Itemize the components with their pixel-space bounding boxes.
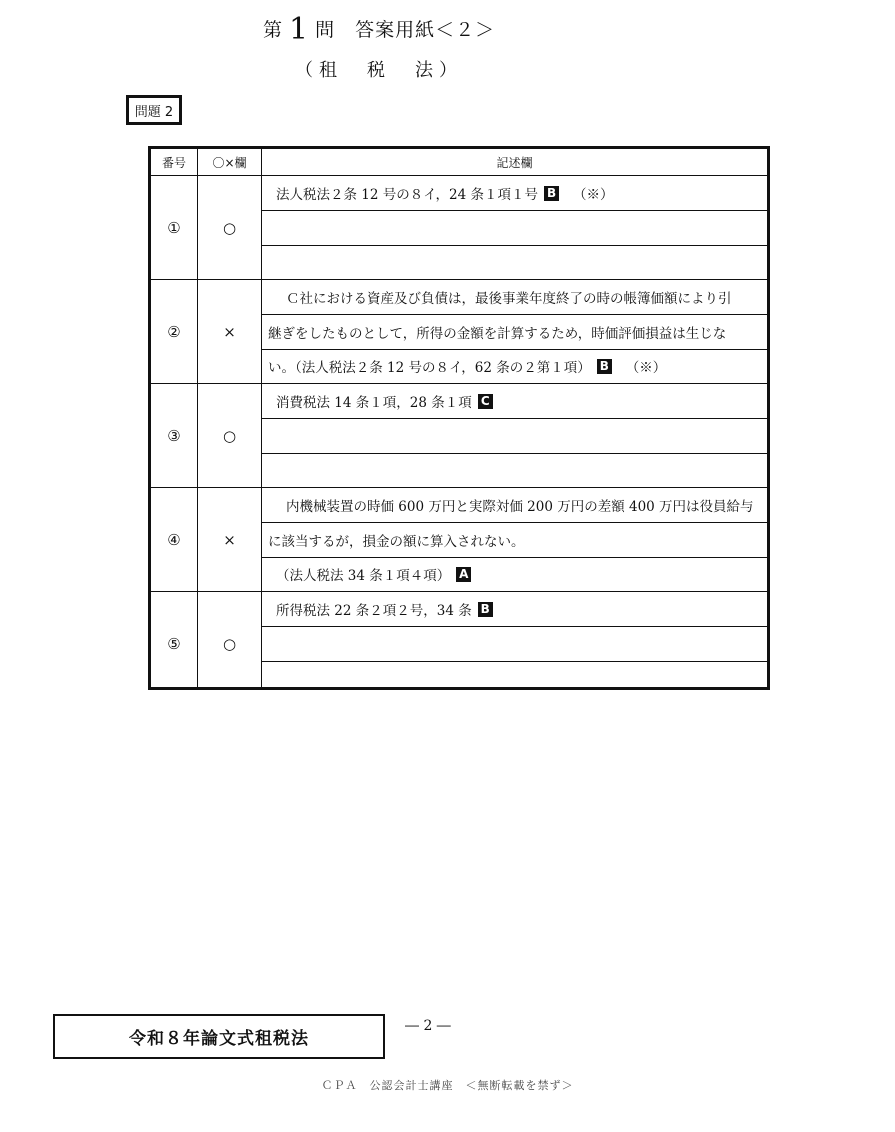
description-line (262, 211, 767, 246)
note-marker: （※） (625, 360, 667, 376)
grade-badge: A (456, 567, 471, 582)
description-line (262, 488, 767, 523)
description-line (262, 627, 767, 662)
row-number: ① (167, 218, 181, 237)
description-text: Ｃ社における資産及び負債は，最後事業年度終了の時の帳簿価額により引 (286, 291, 732, 307)
title-prefix: 第 (263, 19, 284, 41)
exam-title: 令和８年論文式租税法 (53, 1014, 385, 1059)
table-row (151, 592, 767, 695)
description-line (262, 280, 767, 315)
description-line (262, 453, 767, 487)
row-mark: ○ (222, 634, 237, 653)
title-suffix: 問 答案用紙＜２＞ (315, 19, 496, 41)
description-text: 所得税法 22 条２項２号，34 条 (276, 603, 472, 619)
table-header (151, 149, 767, 176)
description-text: 継ぎをしたものとして，所得の金額を計算するため，時価評価損益は生じな (268, 326, 727, 342)
description-line (262, 661, 767, 695)
row-mark: ○ (222, 218, 237, 237)
row-number: ② (167, 322, 181, 341)
description-line (262, 557, 767, 591)
description-line (262, 245, 767, 279)
description-text: に該当するが，損金の額に算入されない。 (268, 534, 525, 550)
header-number: 番号 (161, 155, 186, 170)
table-row (151, 280, 767, 384)
grade-badge: B (478, 602, 493, 617)
grade-badge: C (478, 394, 493, 409)
description-line (262, 384, 767, 419)
description-line (262, 592, 767, 627)
description-line (262, 523, 767, 558)
copyright-notice: ＣＰＡ 公認会計士講座 ＜無断転載を禁ず＞ (321, 1079, 574, 1092)
grade-badge: B (544, 186, 559, 201)
row-number: ③ (167, 426, 181, 445)
note-marker: （※） (573, 187, 614, 203)
description-text: 法人税法２条 12 号の８イ，24 条１項１号 (276, 187, 539, 203)
description-text: （法人税法 34 条１項４項） (276, 568, 451, 584)
header-description: 記述欄 (496, 155, 533, 170)
page-number: ― 2 ― (405, 1018, 451, 1034)
question-number: 1 (289, 12, 310, 47)
description-text: 内機械装置の時価 600 万円と実際対価 200 万円の差額 400 万円は役員給与 (286, 499, 754, 515)
answer-sheet-title (263, 12, 495, 47)
table-row (151, 176, 767, 280)
row-mark: × (223, 530, 236, 549)
header-mark: 〇×欄 (212, 155, 247, 170)
table-row (151, 488, 767, 592)
description-line (262, 419, 767, 454)
row-mark: × (223, 322, 236, 341)
question-label: 問題 2 (126, 95, 182, 125)
description-line (262, 176, 767, 211)
grade-badge: B (597, 359, 612, 374)
table-row (151, 384, 767, 488)
answer-table (148, 146, 770, 690)
subject-subtitle: （租 税 法） (295, 60, 463, 81)
description-text: い。（法人税法２条 12 号の８イ，62 条の２第１項） (268, 360, 591, 376)
row-mark: ○ (222, 426, 237, 445)
row-number: ⑤ (167, 634, 181, 653)
description-line (262, 349, 767, 383)
row-number: ④ (167, 530, 181, 549)
description-text: 消費税法 14 条１項，28 条１項 (276, 395, 472, 411)
description-line (262, 315, 767, 350)
